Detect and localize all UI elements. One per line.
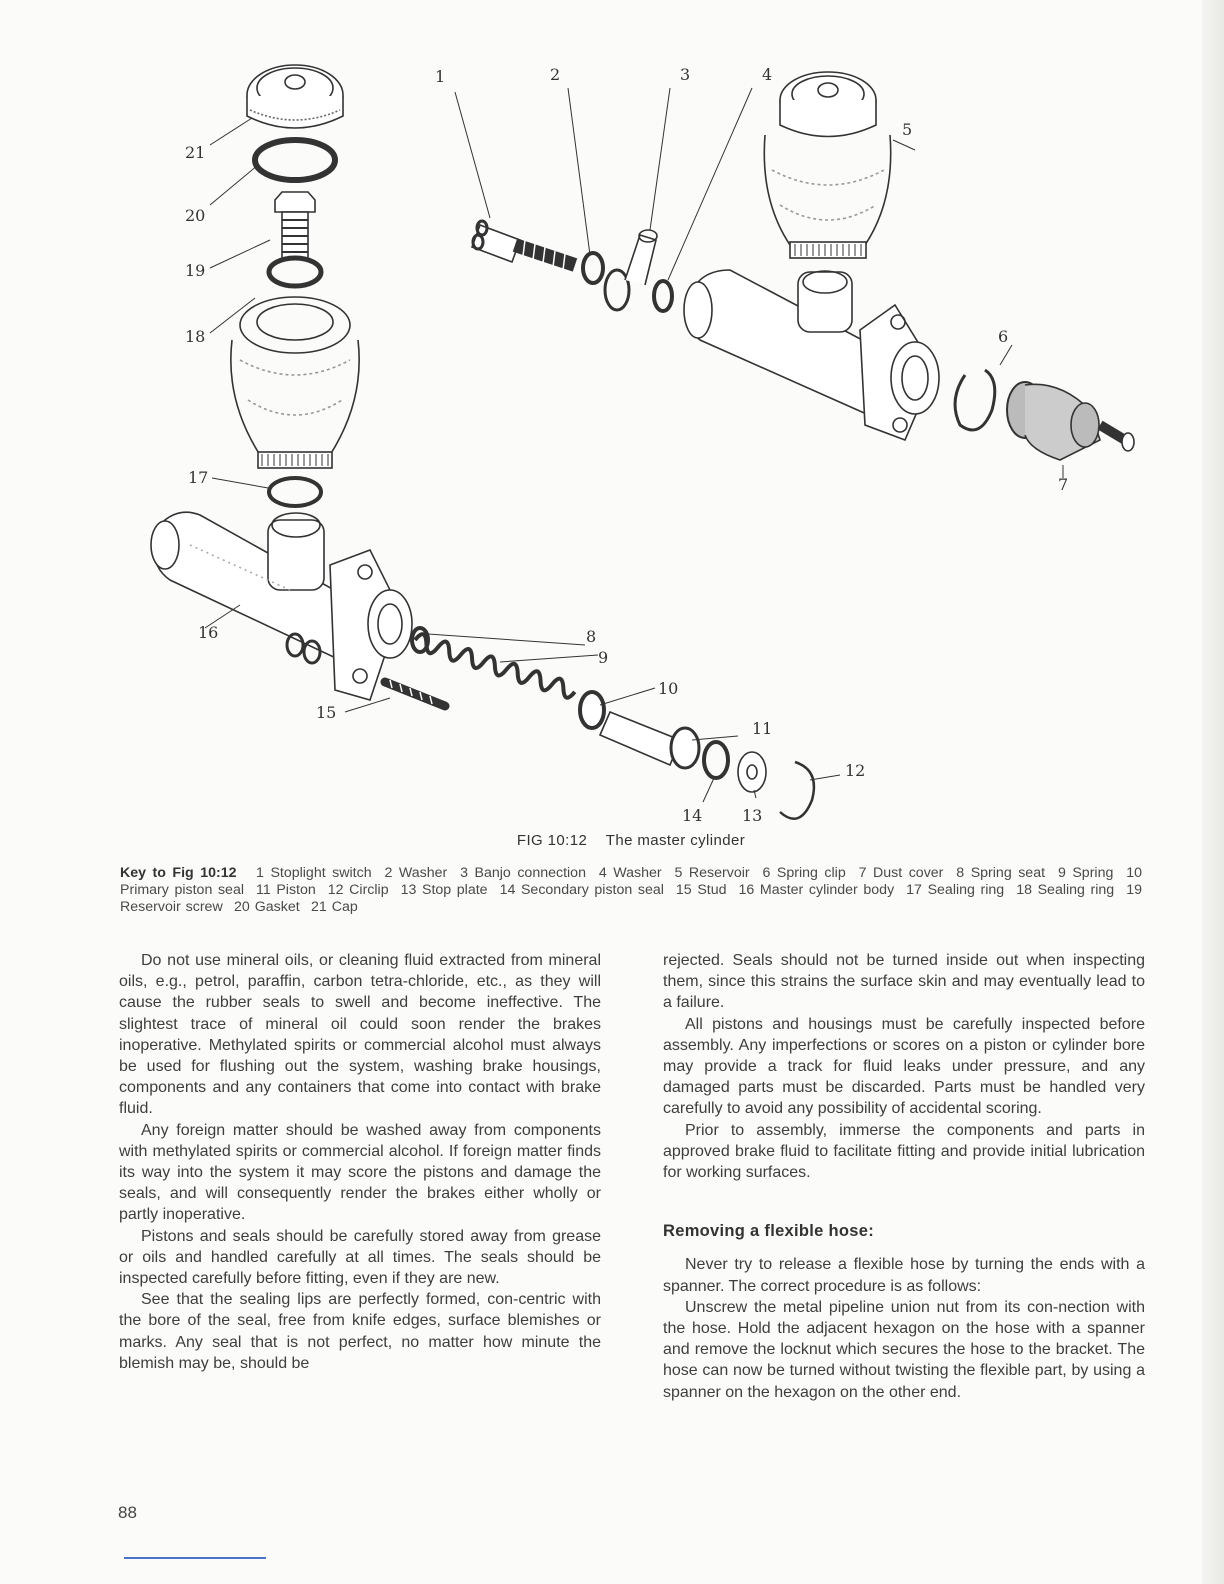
key-item: 21 Cap xyxy=(311,899,358,915)
part-washer-4 xyxy=(654,281,672,311)
body-paragraph: Do not use mineral oils, or cleaning fluid extracted from mineral oils, e.g., petrol, paraffin, carbon tetra-chloride, etc., as they will cause the rubber seals to swell and become ineffective. The slightest trace of mineral oil could soon render the brakes inoperative. Methylated spirits or commercial alcohol must always be used for flushing out the system, washing brake housings, components and any containers that come into contact with brake fluid. xyxy=(119,952,601,1118)
key-item: 3 Banjo connection xyxy=(460,865,586,881)
part-banjo-connection-3 xyxy=(605,230,657,310)
callout-1: 1 xyxy=(435,67,446,86)
callout-3: 3 xyxy=(680,65,691,84)
callout-15: 15 xyxy=(316,703,337,722)
figure-number: FIG 10:12 xyxy=(516,832,588,849)
part-circlip-12 xyxy=(780,762,814,819)
callout-10: 10 xyxy=(658,679,679,698)
key-item: 4 Washer xyxy=(598,865,662,881)
key-item: 14 Secondary piston seal xyxy=(499,882,664,898)
body-paragraph: Any foreign matter should be washed away from components with methylated spirits or commercial alcohol. If foreign matter finds its way into the system it may score the pistons and damage the seals, and will consequently render the brakes either wholly or partly inoperative. xyxy=(119,1121,601,1224)
part-sealing-ring-18 xyxy=(269,258,321,286)
figure-key xyxy=(120,865,1142,916)
callout-4: 4 xyxy=(762,65,773,84)
figure-title: The master cylinder xyxy=(605,832,746,849)
key-item: 18 Sealing ring xyxy=(1016,882,1115,898)
part-reservoir-screw-19 xyxy=(275,192,315,258)
body-paragraph: All pistons and housings must be carefully inspected before assembly. Any imperfections or scores on a piston or cylinder bore may provide a track for fluid leaks under pressure, and any damaged parts must be discarded. Parts must be handled very carefully to avoid any possibility of accidental scoring. xyxy=(663,1015,1145,1118)
page-number: 88 xyxy=(118,1503,137,1522)
key-item: 12 Circlip xyxy=(327,882,389,898)
callout-21: 21 xyxy=(185,143,206,162)
part-gasket-20 xyxy=(255,140,335,180)
callout-12: 12 xyxy=(845,761,866,780)
key-item: 11 Piston xyxy=(256,882,316,898)
part-stud-15 xyxy=(385,680,445,706)
key-item: 5 Reservoir xyxy=(674,865,750,881)
callout-7: 7 xyxy=(1058,475,1069,494)
part-sealing-ring-17 xyxy=(269,478,321,506)
text-column-right xyxy=(663,950,1145,1403)
callout-14: 14 xyxy=(682,806,703,825)
key-item: 15 Stud xyxy=(675,882,727,898)
key-item: 7 Dust cover xyxy=(858,865,944,881)
callout-5: 5 xyxy=(902,120,913,139)
callout-13: 13 xyxy=(742,806,763,825)
section-heading: Removing a flexible hose: xyxy=(663,1222,875,1241)
part-cylinder-body-upper xyxy=(684,270,939,440)
part-stop-plate-13 xyxy=(738,752,766,792)
key-item: 6 Spring clip xyxy=(762,865,846,881)
body-paragraph: Unscrew the metal pipeline union nut from its con-nection with the hose. Hold the adjacent hexagon on the hose with a spanner and remove the locknut which secures the hose to the bracket. The hose can now be turned without twisting the flexible part, by using a spanner on the hexagon on the other end. xyxy=(663,1298,1145,1401)
key-item: 20 Gasket xyxy=(234,899,300,915)
callout-11: 11 xyxy=(752,719,773,738)
key-item: 19 Reservoir screw xyxy=(120,882,1142,915)
callout-20: 20 xyxy=(185,206,206,225)
key-item: 17 Sealing ring xyxy=(906,882,1005,898)
callout-18: 18 xyxy=(185,327,206,346)
key-item: 8 Spring seat xyxy=(956,865,1046,881)
key-item: 9 Spring xyxy=(1057,865,1114,881)
part-reservoir-5 xyxy=(764,72,890,258)
key-item: 13 Stop plate xyxy=(400,882,488,898)
leader-lines xyxy=(205,88,1063,802)
callout-2: 2 xyxy=(550,65,561,84)
body-paragraph: See that the sealing lips are perfectly formed, con-centric with the bore of the seal, free from knife edges, surface blemishes or marks. Any seal that is not perfect, no matter how minute the blemish may be, should be xyxy=(119,1291,601,1372)
part-master-cylinder-body-16 xyxy=(151,512,412,700)
figure-caption xyxy=(0,832,1224,849)
part-stoplight-switch-1 xyxy=(472,221,575,270)
callout-8: 8 xyxy=(586,627,597,646)
callout-6: 6 xyxy=(998,327,1009,346)
part-secondary-piston-seal-14 xyxy=(704,742,728,778)
body-paragraph: Prior to assembly, immerse the components and parts in approved brake fluid to facilitate fitting and provide initial lubrication for working surfaces. xyxy=(663,1121,1145,1182)
part-reservoir-lower xyxy=(231,297,359,468)
body-paragraph: Pistons and seals should be carefully stored away from grease or oils and handled carefully at all times. The seals should be inspected carefully before fitting, even if they are new. xyxy=(119,1227,601,1288)
part-cap-21 xyxy=(247,65,343,128)
key-item: 2 Washer xyxy=(384,865,448,881)
callout-17: 17 xyxy=(188,468,209,487)
callout-16: 16 xyxy=(198,623,219,642)
key-heading: Key to Fig 10:12 xyxy=(120,865,237,881)
part-washer-2 xyxy=(583,253,603,283)
body-paragraph: Never try to release a flexible hose by turning the ends with a spanner. The correct procedure is as follows: xyxy=(663,1256,1145,1295)
part-spring-clip-6 xyxy=(955,370,995,430)
callout-19: 19 xyxy=(185,261,206,280)
key-item: 1 Stoplight switch xyxy=(256,865,372,881)
key-item: 16 Master cylinder body xyxy=(738,882,895,898)
key-item: 10 Primary piston seal xyxy=(120,865,1143,898)
part-primary-piston-seal-10 xyxy=(580,692,604,728)
part-piston-11 xyxy=(600,712,699,768)
text-column-left xyxy=(119,950,601,1374)
part-dust-cover-7 xyxy=(1007,382,1134,460)
callout-9: 9 xyxy=(598,648,609,667)
body-paragraph-continuation: rejected. Seals should not be turned inside out when inspecting them, since this strains the surface skin and may eventually lead to a failure. xyxy=(663,952,1145,1012)
blue-underline-mark xyxy=(124,1557,266,1559)
